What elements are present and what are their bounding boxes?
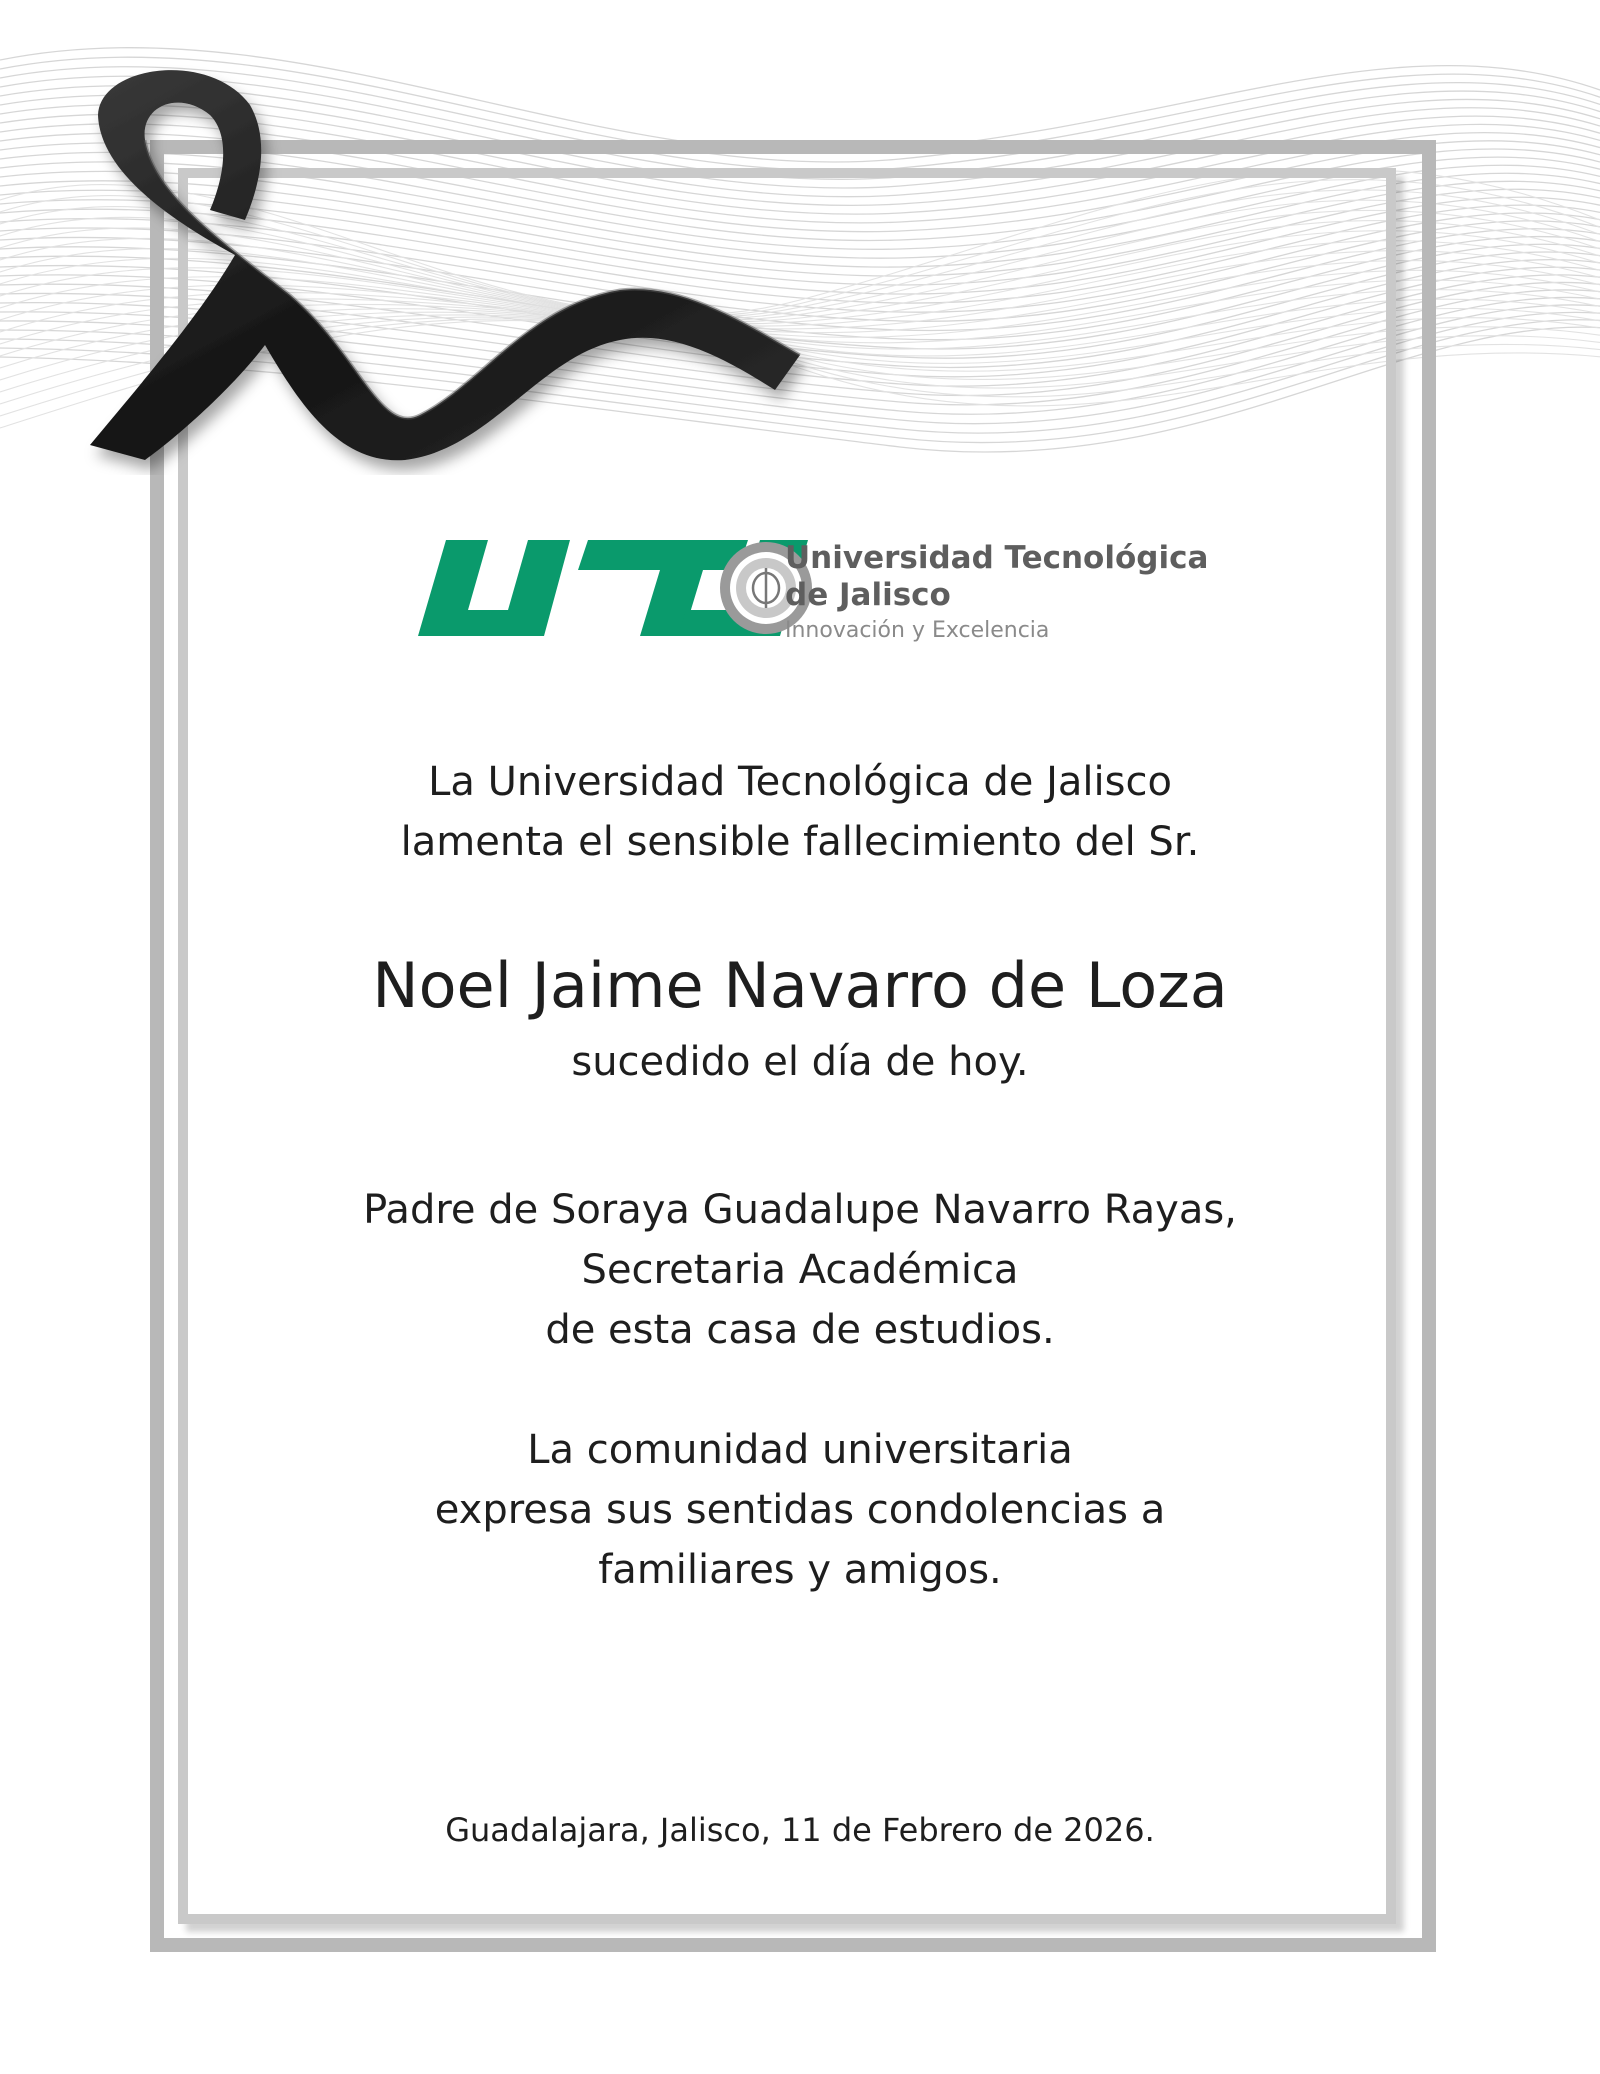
place-date: Guadalajara, Jalisco, 11 de Febrero de 2026.	[445, 1811, 1155, 1849]
relation-line: de esta casa de estudios.	[545, 1307, 1055, 1353]
condolences-line: expresa sus sentidas condolencias a	[434, 1487, 1166, 1533]
university-name-line2: de Jalisco	[785, 577, 951, 613]
relation-line: Secretaria Académica	[581, 1247, 1019, 1293]
black-mourning-ribbon-icon	[60, 55, 840, 475]
intro-line: lamenta el sensible fallecimiento del Sr.	[400, 819, 1200, 865]
condolences-line: La comunidad universitaria	[527, 1427, 1073, 1473]
condolences-paragraph	[250, 1420, 1350, 1600]
university-name-line1: Universidad Tecnológica	[785, 540, 1209, 576]
university-tagline: Innovación y Excelencia	[785, 618, 1050, 643]
condolences-line: familiares y amigos.	[598, 1547, 1002, 1593]
university-name	[785, 540, 1208, 648]
deceased-name: Noel Jaime Navarro de Loza	[372, 949, 1228, 1022]
occurred-text: sucedido el día de hoy.	[571, 1039, 1029, 1085]
relation-line: Padre de Soraya Guadalupe Navarro Rayas,	[363, 1187, 1237, 1233]
relation-paragraph	[250, 1180, 1350, 1360]
intro-paragraph	[250, 752, 1350, 872]
intro-line: La Universidad Tecnológica de Jalisco	[428, 759, 1172, 805]
